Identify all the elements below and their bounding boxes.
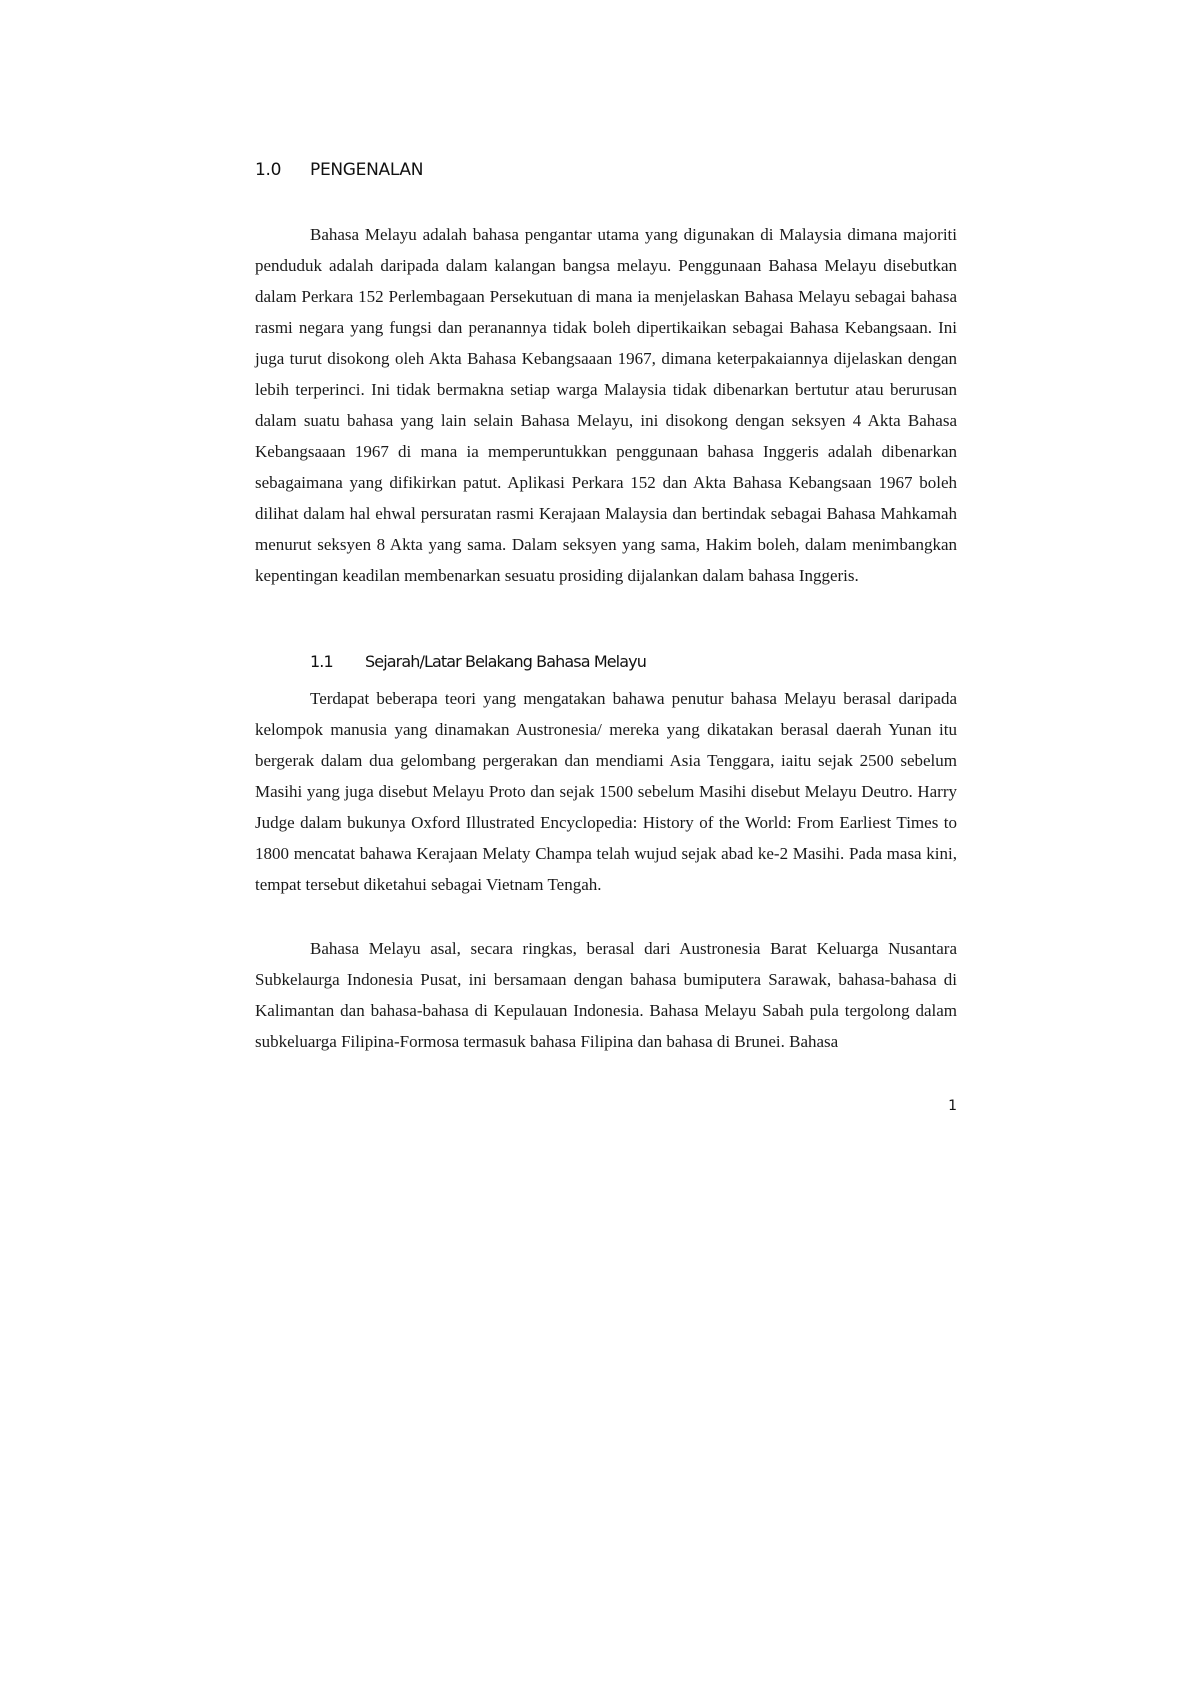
paragraph-history-1: Terdapat beberapa teori yang mengatakan bahawa penutur bahasa Melayu berasal daripada kelompok manusia yang dinamakan Austronesia/ mereka yang dikatakan berasal daerah Yunan itu bergerak dalam dua gelombang pergerakan dan mendiami Asia Tenggara, iaitu sejak 2500 sebelum Masihi yang juga disebut Melayu Proto dan sejak 1500 sebelum Masihi disebut Melayu Deutro. Harry Judge dalam bukunya Oxford Illustrated Encyclopedia: History of the World: From Earliest Times to 1800 mencatat bahawa Kerajaan Melaty Champa telah wujud sejak abad ke-2 Masihi. Pada masa kini, tempat tersebut diketahui sebagai Vietnam Tengah.	[255, 689, 957, 894]
section-number: 1.0	[255, 160, 282, 180]
section-title: PENGENALAN	[310, 160, 424, 180]
subsection-number: 1.1	[310, 652, 333, 671]
page-number: 1	[948, 1098, 957, 1114]
paragraph-history-2: Bahasa Melayu asal, secara ringkas, berasal dari Austronesia Barat Keluarga Nusantara Subkelaurga Indonesia Pusat, ini bersamaan dengan bahasa bumiputera Sarawak, bahasa-bahasa di Kalimantan dan bahasa-bahasa di Kepulauan Indonesia. Bahasa Melayu Sabah pula tergolong dalam subkeluarga Filipina-Formosa termasuk bahasa Filipina dan bahasa di Brunei. Bahasa	[255, 939, 957, 1051]
paragraph-introduction: Bahasa Melayu adalah bahasa pengantar utama yang digunakan di Malaysia dimana majoriti penduduk adalah daripada dalam kalangan bangsa melayu. Penggunaan Bahasa Melayu disebutkan dalam Perkara 152 Perlembagaan Persekutuan di mana ia menjelaskan Bahasa Melayu sebagai bahasa rasmi negara yang fungsi dan peranannya tidak boleh dipertikaikan sebagai Bahasa Kebangsaan. Ini juga turut disokong oleh Akta Bahasa Kebangsaaan 1967, dimana keterpakaiannya dijelaskan dengan lebih terperinci. Ini tidak bermakna setiap warga Malaysia tidak dibenarkan bertutur atau berurusan dalam suatu bahasa yang lain selain Bahasa Melayu, ini disokong dengan seksyen 4 Akta Bahasa Kebangsaaan 1967 di mana ia memperuntukkan penggunaan bahasa Inggeris adalah dibenarkan sebagaimana yang difikirkan patut. Aplikasi Perkara 152 dan Akta Bahasa Kebangsaan 1967 boleh dilihat dalam hal ehwal persuratan rasmi Kerajaan Malaysia dan bertindak sebagai Bahasa Mahkamah menurut seksyen 8 Akta yang sama. Dalam seksyen yang sama, Hakim boleh, dalam menimbangkan kepentingan keadilan membenarkan sesuatu prosiding dijalankan dalam bahasa Inggeris.	[255, 225, 957, 585]
subsection-heading-sejarah	[310, 652, 646, 671]
section-heading-pengenalan	[255, 160, 423, 180]
subsection-title: Sejarah/Latar Belakang Bahasa Melayu	[365, 652, 646, 671]
